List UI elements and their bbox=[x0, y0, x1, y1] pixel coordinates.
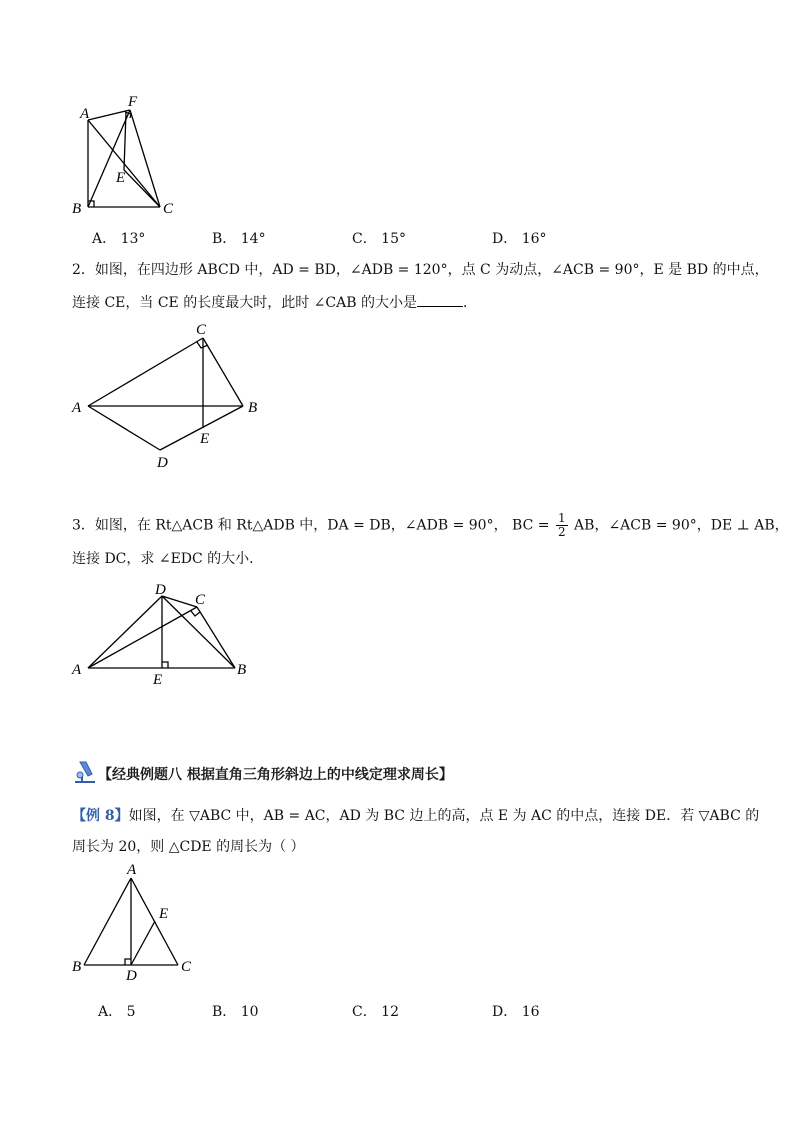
fig4-label-a: A bbox=[127, 862, 137, 878]
fig2-label-a: A bbox=[72, 400, 82, 416]
fig1-label-f: F bbox=[128, 94, 138, 110]
ex8-tag: 【例 8】 bbox=[72, 808, 129, 824]
q3-line-2: 连接 DC，求 ∠EDC 的大小． bbox=[72, 551, 264, 567]
fig3-label-a: A bbox=[72, 662, 82, 678]
ex8-option-b: B． 10 bbox=[212, 1004, 259, 1020]
q1-option-c: C． 15° bbox=[352, 231, 406, 247]
fig3-label-c: C bbox=[195, 592, 206, 608]
fig2-label-e: E bbox=[200, 431, 210, 447]
fig3-label-d: D bbox=[155, 582, 166, 598]
q1-option-a: A． 13° bbox=[92, 231, 146, 247]
ex8-line-2: 周长为 20，则 △CDE 的周长为（ ） bbox=[72, 839, 305, 855]
fig4-label-d: D bbox=[126, 968, 137, 984]
ex8-line-1: 【例 8】如图，在 ▽ABC 中，AB = AC，AD 为 BC 边上的高，点 E 为 AC 的中点，连接 DE．若 ▽ABC 的 bbox=[72, 808, 760, 824]
q2-line-2: 连接 CE，当 CE 的长度最大时，此时 ∠CAB 的大小是 ． bbox=[72, 292, 477, 314]
ex8-option-a: A． 5 bbox=[98, 1004, 136, 1020]
q3-line-1: 3．如图，在 Rt△ACB 和 Rt△ADB 中，DA = DB，∠ADB = 90°， BC = $\frac{1}{2}$ AB，∠ACB = 90°，DE ⊥ AB， bbox=[72, 511, 789, 539]
fig2-label-d: D bbox=[157, 455, 168, 471]
fig3-label-b: B bbox=[237, 662, 247, 678]
fig1-label-b: B bbox=[72, 201, 82, 217]
fig4-label-c: C bbox=[181, 959, 192, 975]
fig2-label-b: B bbox=[248, 400, 258, 416]
fig3-label-e: E bbox=[153, 672, 163, 688]
fig4-label-b: B bbox=[72, 959, 82, 975]
q2-line-1: 2．如图，在四边形 ABCD 中，AD = BD，∠ADB = 120°，点 C 为动点，∠ACB = 90°，E 是 BD 的中点， bbox=[72, 262, 769, 278]
fig4-label-e: E bbox=[159, 906, 169, 922]
q1-option-d: D． 16° bbox=[492, 231, 547, 247]
ex8-option-c: C． 12 bbox=[352, 1004, 399, 1020]
fig1-label-a: A bbox=[80, 106, 90, 122]
q1-option-b: B． 14° bbox=[212, 231, 266, 247]
fig1-label-e: E bbox=[116, 170, 126, 186]
section-title: 【经典例题八 根据直角三角形斜边上的中线定理求周长】 bbox=[98, 767, 453, 783]
ex8-option-d: D． 16 bbox=[492, 1004, 540, 1020]
fig2-label-c: C bbox=[196, 322, 207, 338]
fig1-label-c: C bbox=[163, 201, 174, 217]
